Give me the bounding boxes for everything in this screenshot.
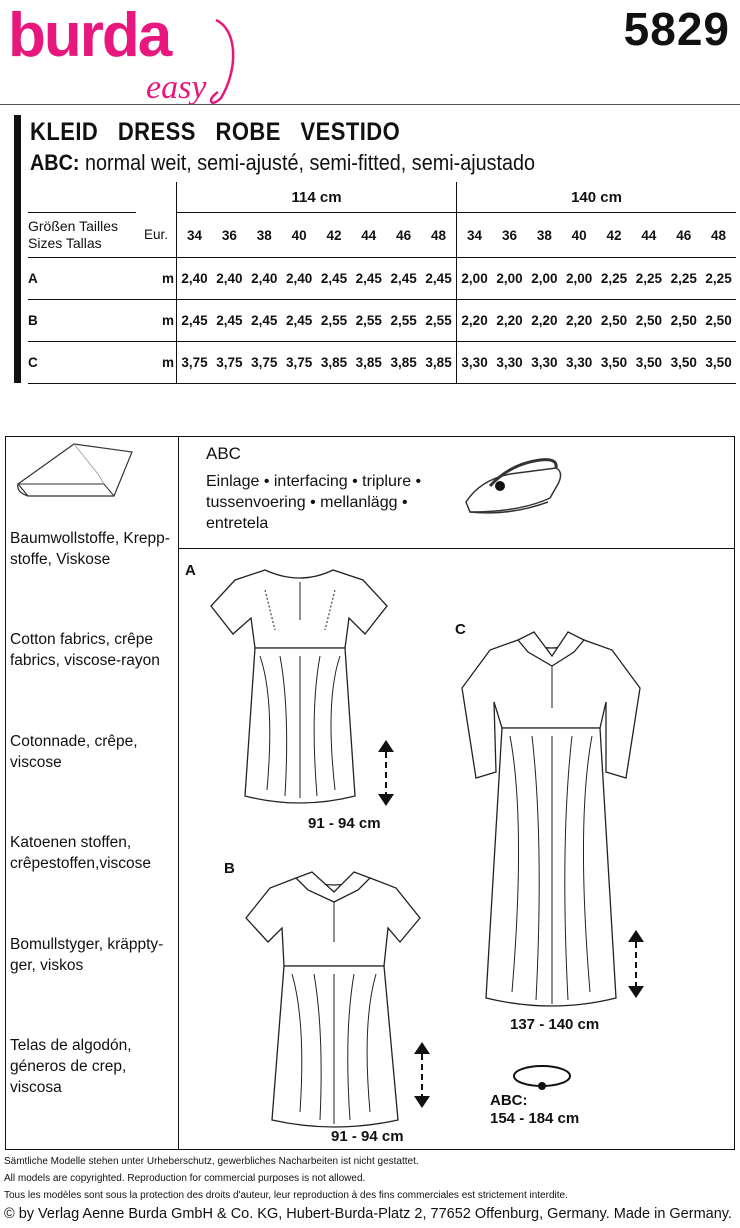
yardage-cell: 2,45 <box>421 258 457 300</box>
yardage-cell: 2,40 <box>247 258 282 300</box>
fit-text: normal weit, semi-ajusté, semi-fitted, semi-ajustado <box>79 150 536 175</box>
yardage-cell: 2,55 <box>317 300 352 342</box>
title-bar <box>14 115 21 383</box>
yardage-cell: 2,50 <box>631 300 666 342</box>
garment-title: KLEID DRESS ROBE VESTIDO <box>30 118 401 146</box>
length-b: 91 - 94 cm <box>331 1128 404 1145</box>
yardage-cell: 3,50 <box>631 342 666 384</box>
yardage-cell: 2,45 <box>247 300 282 342</box>
yardage-cell: 2,00 <box>492 258 527 300</box>
sizes-row: Größen Tailles Sizes Tallas Eur. 34 36 38 40 42 44 46 48 34 36 38 40 42 44 46 48 <box>28 213 736 258</box>
fabric-text-de: Baumwollstoffe, Krepp- stoffe, Viskose <box>10 530 170 568</box>
length-arrow-b <box>410 1040 434 1110</box>
yardage-cell: 2,25 <box>666 258 701 300</box>
size-label: Größen Tailles Sizes Tallas <box>28 213 136 258</box>
row-unit: m <box>136 258 177 300</box>
brand-sub-text: easy <box>146 69 207 106</box>
yardage-row-b <box>28 300 736 342</box>
footer-de: Sämtliche Modelle stehen unter Urheberschutz, gewerbliches Nacharbeiten ist nicht gestattet. <box>4 1156 419 1167</box>
yardage-cell: 3,50 <box>597 342 632 384</box>
yardage-cell: 2,45 <box>282 300 317 342</box>
hem-width: ABC: 154 - 184 cm <box>490 1092 580 1127</box>
fabric-text-fr: Cotonnade, crêpe, viscose <box>10 733 138 771</box>
length-a: 91 - 94 cm <box>308 815 381 832</box>
brand-text: burda <box>8 1 171 70</box>
yardage-cell: 2,40 <box>282 258 317 300</box>
yardage-cell: 2,00 <box>457 258 493 300</box>
yardage-cell: 3,75 <box>212 342 247 384</box>
yardage-cell: 2,55 <box>386 300 421 342</box>
view-label-b: B <box>224 860 235 877</box>
yardage-cell: 3,85 <box>421 342 457 384</box>
yardage-cell: 3,85 <box>386 342 421 384</box>
notions-heading: ABC <box>206 444 241 463</box>
yardage-cell: 2,45 <box>317 258 352 300</box>
yardage-cell: 3,75 <box>247 342 282 384</box>
fabric-text-es: Telas de algodón, géneros de crep, viscosa <box>10 1037 132 1096</box>
yardage-cell: 2,00 <box>562 258 597 300</box>
view-label-a: A <box>185 562 196 579</box>
row-label: C <box>28 342 136 384</box>
dress-b-drawing <box>242 862 432 1132</box>
yardage-cell: 2,45 <box>386 258 421 300</box>
eur-label: Eur. <box>136 213 177 258</box>
yardage-cell: 2,55 <box>351 300 386 342</box>
length-arrow-a <box>374 738 398 808</box>
yardage-cell: 2,20 <box>492 300 527 342</box>
burda-easy-logo <box>6 0 246 110</box>
yardage-cell: 3,30 <box>527 342 562 384</box>
yardage-cell: 2,40 <box>212 258 247 300</box>
yardage-row-c <box>28 342 736 384</box>
notions-text: Einlage • interfacing • triplure • tussenvoering • mellanlägg • entretela <box>206 473 422 532</box>
copyright: © by Verlag Aenne Burda GmbH & Co. KG, Hubert-Burda-Platz 2, 77652 Offenburg, Germany. Made in Germany. <box>4 1206 732 1222</box>
fabric-text-nl: Katoenen stoffen, crêpestoffen,viscose <box>10 834 152 872</box>
length-c: 137 - 140 cm <box>510 1016 600 1033</box>
row-unit: m <box>136 300 177 342</box>
hem-width-icon <box>510 1062 574 1092</box>
yardage-cell: 2,45 <box>351 258 386 300</box>
yardage-cell: 2,20 <box>527 300 562 342</box>
row-label: A <box>28 258 136 300</box>
yardage-cell: 2,50 <box>701 300 736 342</box>
fit-subtitle <box>30 150 535 176</box>
yardage-cell: 3,30 <box>492 342 527 384</box>
yardage-cell: 3,50 <box>666 342 701 384</box>
yardage-cell: 2,20 <box>562 300 597 342</box>
footer-fr: Tous les modèles sont sous la protection des droits d'auteur, leur reproduction à des fins commerciales est strictement interdite. <box>4 1190 568 1201</box>
yardage-cell: 2,45 <box>177 300 213 342</box>
yardage-cell: 3,30 <box>457 342 493 384</box>
yardage-cell: 2,20 <box>457 300 493 342</box>
pattern-number: 5829 <box>623 3 730 55</box>
yardage-cell: 3,85 <box>351 342 386 384</box>
panel-divider <box>178 436 179 1150</box>
yardage-cell: 2,55 <box>421 300 457 342</box>
fabric-roll-icon <box>14 440 134 500</box>
yardage-cell: 3,75 <box>177 342 213 384</box>
fabric-text-en: Cotton fabrics, crêpe fabrics, viscose-rayon <box>10 631 160 669</box>
yardage-cell: 3,50 <box>701 342 736 384</box>
row-label: B <box>28 300 136 342</box>
view-label-c: C <box>455 621 466 638</box>
yardage-cell: 2,25 <box>701 258 736 300</box>
yardage-cell: 2,40 <box>177 258 213 300</box>
footer-en: All models are copyrighted. Reproduction for commercial purposes is not allowed. <box>4 1173 366 1184</box>
yardage-cell: 2,45 <box>212 300 247 342</box>
yardage-cell: 2,25 <box>597 258 632 300</box>
yardage-cell: 2,25 <box>631 258 666 300</box>
row-unit: m <box>136 342 177 384</box>
fabric-width-row <box>28 182 736 213</box>
yardage-cell: 3,30 <box>562 342 597 384</box>
notions-divider <box>178 548 735 549</box>
yardage-cell: 2,50 <box>666 300 701 342</box>
fabric-width-140: 140 cm <box>457 182 736 213</box>
fabric-text-sv: Bomullstyger, kräppty- ger, viskos <box>10 936 164 974</box>
length-arrow-c <box>624 928 648 1000</box>
header-rule <box>0 104 740 105</box>
fit-prefix: ABC: <box>30 150 80 175</box>
fabric-width-114: 114 cm <box>177 182 457 213</box>
iron-icon <box>460 450 570 520</box>
yardage-row-a <box>28 258 736 300</box>
yardage-table <box>28 182 736 384</box>
yardage-cell: 2,50 <box>597 300 632 342</box>
dress-c-drawing <box>456 622 646 1014</box>
yardage-cell: 2,00 <box>527 258 562 300</box>
yardage-cell: 3,75 <box>282 342 317 384</box>
yardage-cell: 3,85 <box>317 342 352 384</box>
